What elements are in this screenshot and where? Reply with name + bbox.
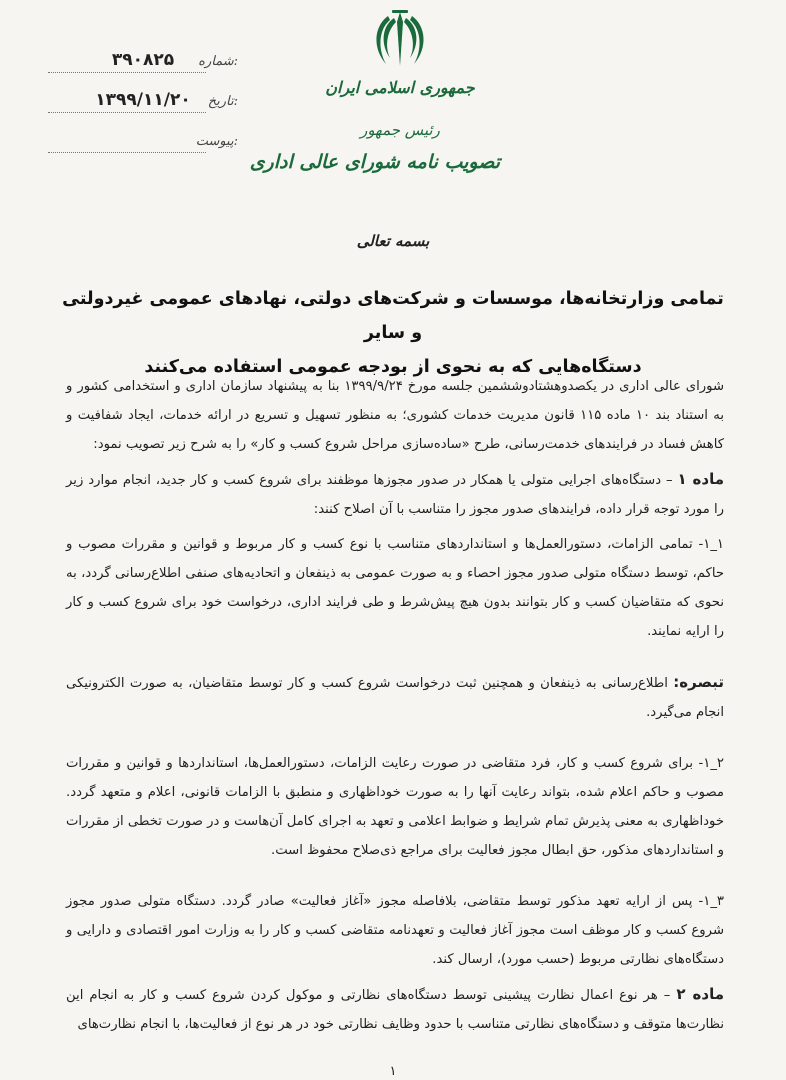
attachment-line (48, 152, 206, 153)
item-1-1: ۱_۱- تمامی الزامات، دستورالعمل‌ها و استانداردهای متناسب با نوع کسب و کار مربوط و قوانین و مقررات مصوب و حاکم، توسط دستگاه متولی صدور مجوز احصاء و به صورت عمومی به ذینفعان و اتحادیه‌های صنفی اطلاع‌رسانی گردد، به نحوی که متقاضیان کسب و کار بتوانند بدون هیچ پیش‌شرط و طی فرایند اداری، درخواست خود برای شروع کسب و کار را ارایه نمایند. (66, 537, 724, 639)
item-1-2: ۲_۱- برای شروع کسب و کار، فرد متقاضی در صورت رعایت الزامات، دستورالعمل‌ها، استانداردها و قوانین و مقررات مصوب و حاکم اعلام شده، بتواند رعایت آنها را به صورت خوداظهاری و منطبق با الزامات قانونی، اعلام و متعهد گردد. خوداظهاری به معنی پذیرش تمام شرایط و ضوابط اعلامی و تعهد به اجرای کامل آن‌هاست و در صورت تخطی از مقررات و استانداردهای مذکور، حق ابطال مجوز فعالیت برای مراجع ذی‌صلاح محفوظ است. (66, 756, 724, 858)
addressee-line-2: دستگاه‌هایی که به نحوی از بودجه عمومی استفاده می‌کنند (144, 357, 642, 377)
number-value: ۳۹۰۸۲۵ (111, 50, 175, 70)
date-line (48, 112, 206, 113)
attachment-label: پیوست: (195, 134, 238, 149)
president-title: رئیس جمهور (360, 121, 440, 139)
attachment-row (48, 128, 238, 168)
article-2-text: – هر نوع اعمال نظارت پیشینی توسط دستگاه‌های نظارتی و موکول کردن شروع کسب و کار به انجام این نظارت‌ها متوقف و دستگاه‌های نظارتی متناسب با حدود وظایف نظارتی خود در هر نوع از فعالیت‌ها، با انجام نظارت‌های (66, 988, 724, 1032)
letter-meta (48, 48, 238, 168)
note-paragraph (66, 668, 724, 727)
number-row (48, 48, 238, 88)
note-text: اطلاع‌رسانی به ذینفعان و همچنین ثبت درخواست شروع کسب و کار توسط متقاضیان، به صورت الکترونیکی انجام می‌گیرد. (66, 676, 724, 720)
letter-body (66, 372, 724, 1039)
item-1-3: ۳_۱- پس از ارایه تعهد مذکور توسط متقاضی، بلافاصله مجوز «آغاز فعالیت» صادر گردد. دستگاه متولی صدور مجوز شروع کسب و کار موظف است مجوز آغاز فعالیت و تعهدنامه متقاضی کسب و کار را به وزارت امور اقتصادی و دارایی و دستگاه‌های نظارتی مربوط (حسب مورد)، ارسال کند. (66, 894, 724, 967)
note-label: تبصره: (673, 673, 724, 691)
number-line (48, 72, 206, 73)
iran-emblem-icon (372, 8, 428, 72)
number-label: شماره: (198, 54, 238, 69)
article-2 (66, 980, 724, 1039)
page-number: ۱ (389, 1064, 397, 1079)
article-1-text: – دستگاه‌های اجرایی متولی یا همکار در صدور مجوزها موظفند برای شروع کسب و کار جدید، انجام موارد زیر را مورد توجه قرار داده، فرایندهای صدور مجوز را متناسب با آن اصلاح کنند: (66, 473, 724, 517)
date-row (48, 88, 238, 128)
bismillah: بسمه تعالی (356, 232, 430, 250)
country-name: جمهوری اسلامی ایران (325, 78, 475, 97)
addressee (60, 282, 726, 384)
article-1 (66, 465, 724, 524)
approval-title: تصویب نامه شورای عالی اداری (249, 151, 500, 173)
intro-paragraph: شورای عالی اداری در یکصدوهشتادوششمین جلسه مورخ ۱۳۹۹/۹/۲۴ بنا به پیشنهاد سازمان اداری و استخدامی کشور و به استناد بند ۱۰ ماده ۱۱۵ قانون مدیریت خدمات کشوری؛ به منظور تسهیل و تسریع در ارائه خدمات، ایجاد شفافیت و کاهش فساد در فرایندهای خدمت‌رسانی، طرح «ساده‌سازی مراحل شروع کسب و کار» را به شرح زیر تصویب نمود: (66, 379, 725, 452)
letterhead (249, 8, 500, 173)
date-label: تاریخ: (207, 94, 238, 109)
article-2-label: ماده ۲ (676, 985, 724, 1003)
article-1-label: ماده ۱ (677, 470, 724, 488)
addressee-line-1: تمامی وزارتخانه‌ها، موسسات و شرکت‌های دولتی، نهادهای عمومی غیردولتی و سایر (62, 289, 724, 343)
date-value: ۱۳۹۹/۱۱/۲۰ (95, 90, 191, 110)
